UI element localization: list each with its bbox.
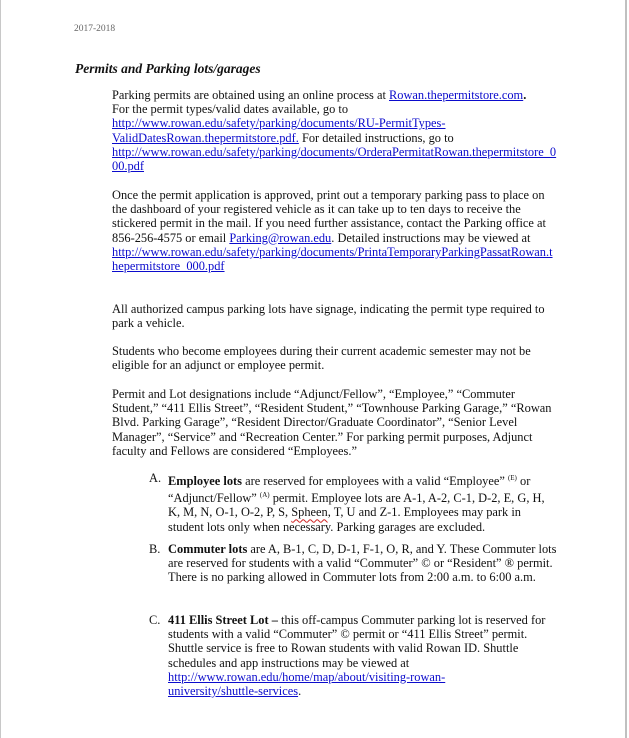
list-heading: Commuter lots [168,542,248,556]
link-text: university/shuttle-services [168,684,299,699]
text: . [523,88,527,102]
link-order-permit-pdf[interactable] [112,145,556,173]
text: are A, B-1, C, D, D-1, F-1, O, R, and Y. These Commuter lots are reserved for students with a valid “Commuter” © or “Resident” ® permit. There is no parking allowed in Commuter lots from 2:00 a.m. to 6:00 a.m. [168,542,557,585]
spellcheck-word: Spheen [291,505,328,520]
section-title: Permits and Parking lots/garages [75,61,261,76]
paragraph-signage: All authorized campus parking lots have signage, indicating the permit type required to park a vehicle. [112,302,545,331]
paragraph-temporary-pass [112,188,562,273]
text: or “Adjunct/Fellow” [168,474,531,506]
paragraph-designations: Permit and Lot designations include “Adjunct/Fellow”, “Employee,” “Commuter Student,” “411 Ellis Street”, “Resident Student,” “Townhouse Parking Garage,” “Rowan Blvd. Parking Garage”, “Resident Director/Graduate Coordinator”, “Senior Level Manager”, “Service” and “Recreation Center.” For parking permit purposes, Adjunct faculty and Fellows are considered “Employees.” [112,387,552,458]
list-heading: Employee lots [168,474,242,488]
list-item-commuter-lots [149,542,559,585]
link-parking-email[interactable]: Parking@rowan.edu [229,230,332,245]
text: , T, U and Z-1. Employees may park in student lots only when necessary. Parking garages are excluded. [168,505,521,534]
superscript: (E) [507,474,517,482]
link-text: 00.pdf [112,159,145,174]
text: permit. Employee lots are A-1, A-2, C-1, D-2, E, G, H, K, M, N, O-1, O-2, P, S, [168,491,545,520]
list-marker: A. [149,471,162,485]
list-marker: C. [149,613,161,627]
list-heading: 411 Ellis Street Lot – [168,613,278,627]
paragraph-students-employees: Students who become employees during their current academic semester may not be eligible for an adjunct or employee permit. [112,344,531,373]
header-year: 2017-2018 [74,24,116,34]
link-text: http://www.rowan.edu/safety/parking/documents/OrderaPermitatRowan.thepermitstore_0 [112,144,557,159]
text: are reserved for employees with a valid “Employee” [242,474,508,488]
text: For the permit types/valid dates available, go to [112,102,349,117]
text: Parking permits are obtained using an online process at [112,88,389,102]
list-item-ellis-street [149,613,559,698]
link-text: hepermitstore_000.pdf [112,259,225,274]
link-shuttle-services[interactable] [168,670,445,698]
link-text: http://www.rowan.edu/home/map/about/visiting-rowan- [168,669,446,684]
link-text: http://www.rowan.edu/safety/parking/documents/PrintaTemporaryParkingPassatRowan.t [112,244,553,259]
link-permitstore[interactable]: Rowan.thepermitstore.com [389,88,524,102]
text: Once the permit application is approved, print out a temporary parking pass to place on the dashboard of your registered vehicle as it can take up to ten days to receive the stickered permit in the mail. If you need further assistance, contact the Parking office at 856-256-4575 or email [112,188,546,245]
text: . Detailed instructions may be viewed at [331,230,531,245]
superscript: (A) [259,491,270,500]
paragraph-permits-online [112,88,562,173]
list-marker: B. [149,542,161,556]
text: . [298,684,302,699]
link-temporary-pass-pdf[interactable] [112,245,553,273]
list-item-employee-lots [149,471,559,534]
link-text: ValidDatesRowan.thepermitstore.pdf. [112,130,299,145]
text: this off-campus Commuter parking lot is reserved for students with a valid “Commuter” © permit or “411 Ellis Street” permit. Shuttle service is free to Rowan students with valid Rowan ID. Shuttle schedules and app instructions may be viewed at [168,613,546,670]
text: For detailed instructions, go to [298,130,454,145]
link-text: http://www.rowan.edu/safety/parking/documents/RU-PermitTypes- [112,116,446,131]
